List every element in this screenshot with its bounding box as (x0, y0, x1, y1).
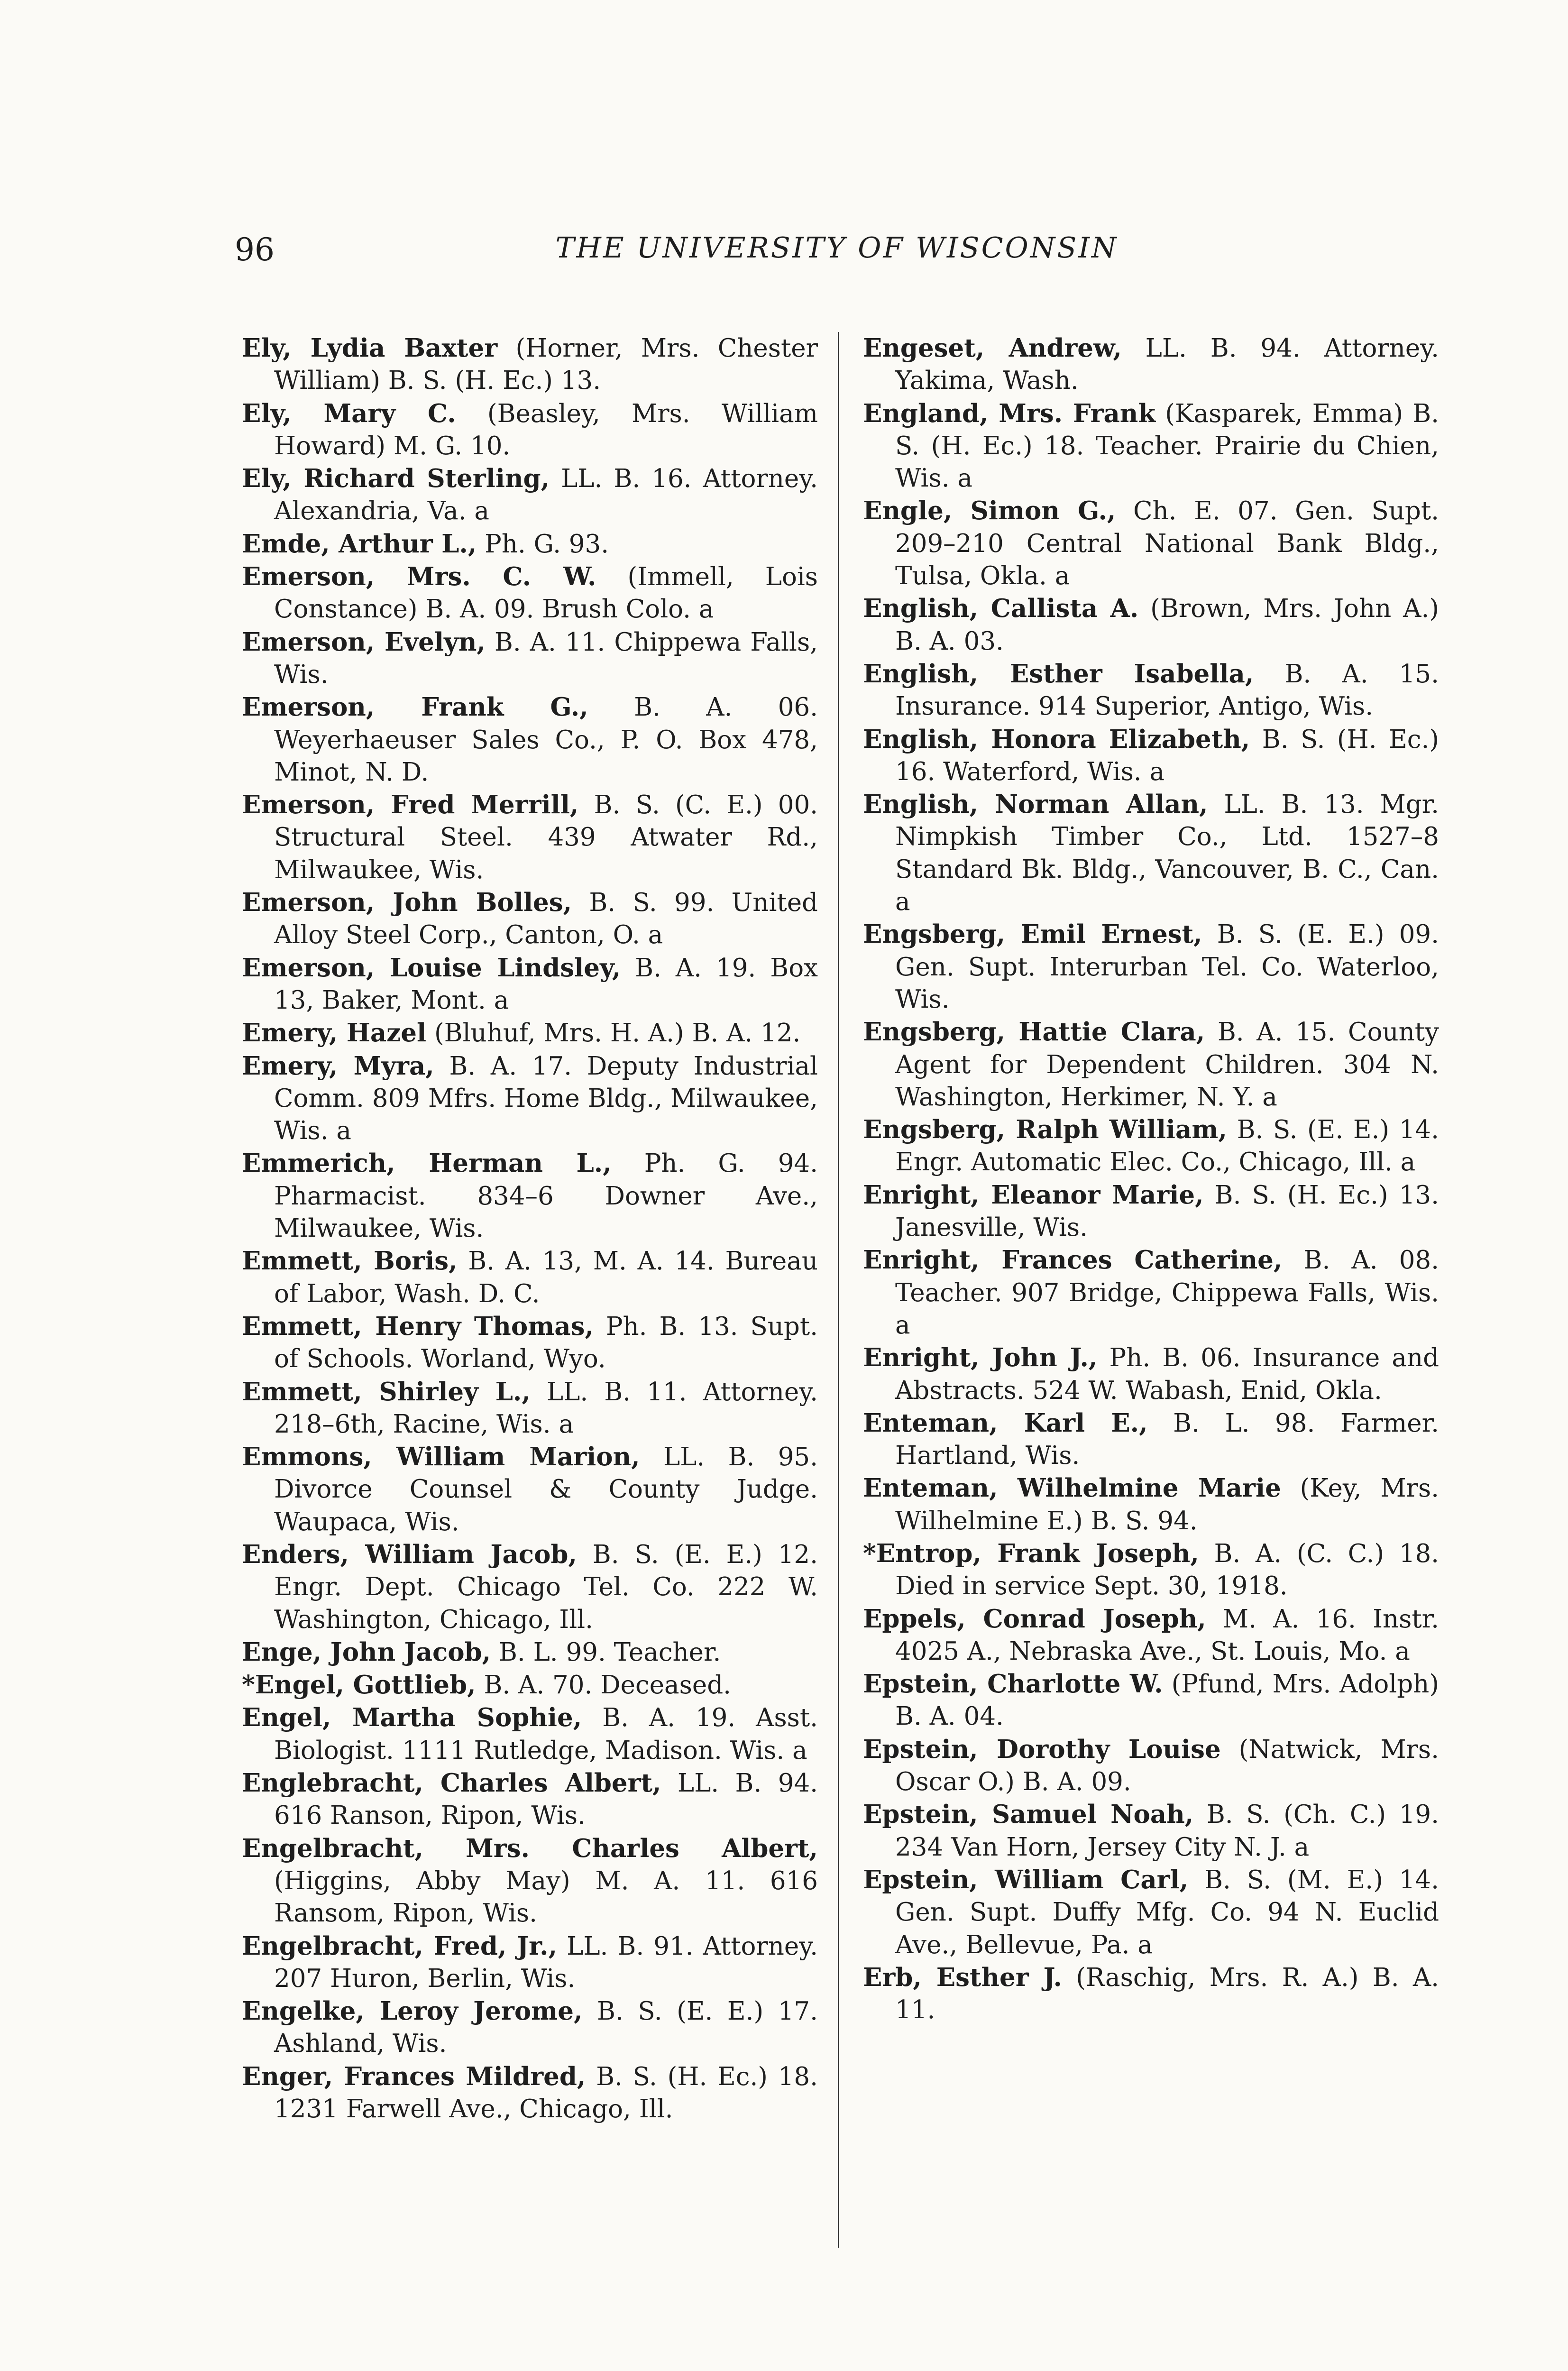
directory-entry (863, 1342, 1439, 1407)
page-number: 96 (235, 231, 275, 268)
left-column (242, 332, 818, 2125)
directory-entry (863, 918, 1439, 1016)
entry-name: Enders, William Jacob, (242, 1539, 577, 1569)
directory-entry (242, 1538, 818, 1636)
entry-name: Englebracht, Charles Albert, (242, 1768, 661, 1798)
entry-name: Emerson, Evelyn, (242, 627, 486, 657)
entry-name: Enright, Eleanor Marie, (863, 1180, 1204, 1210)
entry-name: English, Honora Elizabeth, (863, 724, 1250, 754)
entry-details: B. S. (M. E.) 14. Gen. Supt. Duffy Mfg. Co. 94 N. Euclid Ave., Bellevue, Pa. a (895, 1865, 1439, 1959)
entry-details: B. A. (C. C.) 18. Died in service Sept. 30, 1918. (895, 1539, 1440, 1601)
entry-name: Emerson, John Bolles, (242, 888, 572, 918)
entry-name: Epstein, William Carl, (863, 1865, 1189, 1894)
entry-name: Emmerich, Herman L., (242, 1149, 612, 1178)
directory-entry (242, 1669, 818, 1701)
entry-details: Ph. G. 94. Pharmacist. 834–6 Downer Ave., Milwaukee, Wis. (274, 1149, 818, 1243)
entry-name: Emerson, Fred Merrill, (242, 790, 579, 820)
entry-details: LL. B. 91. Attorney. 207 Huron, Berlin, Wis. (274, 1931, 818, 1993)
directory-entry (242, 1050, 818, 1148)
directory-entry (863, 1016, 1439, 1113)
entry-details: (Kasparek, Emma) B. S. (H. Ec.) 18. Teacher. Prairie du Chien, Wis. a (895, 399, 1440, 493)
entry-details: (Natwick, Mrs. Oscar O.) B. A. 09. (895, 1735, 1439, 1797)
entry-details: (Key, Mrs. Wilhelmine E.) B. S. 94. (895, 1474, 1439, 1535)
entry-details: (Horner, Mrs. Chester William) B. S. (H. Ec.) 13. (274, 334, 818, 395)
entry-details: B. A. 15. County Agent for Dependent Children. 304 N. Washington, Herkimer, N. Y. a (895, 1018, 1439, 1112)
entry-name: Engle, Simon G., (863, 496, 1116, 526)
page-header (235, 231, 1439, 293)
entry-name: Emerson, Frank G., (242, 692, 588, 722)
entry-name: Enteman, Wilhelmine Marie (863, 1473, 1281, 1503)
entry-name: Eppels, Conrad Joseph, (863, 1604, 1206, 1634)
directory-entry (863, 332, 1439, 397)
directory-entry (242, 1245, 818, 1310)
entry-details: (Bluhuf, Mrs. H. A.) B. A. 12. (434, 1019, 801, 1048)
directory-entry (242, 952, 818, 1017)
directory-entry (863, 1603, 1439, 1668)
entry-details: Ph. B. 06. Insurance and Abstracts. 524 W. Wabash, Enid, Okla. (895, 1343, 1440, 1405)
entry-details: LL. B. 94. 616 Ranson, Ripon, Wis. (274, 1769, 818, 1830)
entry-name: Erb, Esther J. (863, 1962, 1062, 1992)
entry-details: (Immell, Lois Constance) B. A. 09. Brush Colo. a (274, 562, 818, 624)
running-title: THE UNIVERSITY OF WISCONSIN (555, 231, 1119, 265)
entry-details: (Pfund, Mrs. Adolph) B. A. 04. (895, 1670, 1439, 1731)
entry-name: Engsberg, Hattie Clara, (863, 1017, 1205, 1047)
entry-name: Emde, Arthur L., (242, 529, 477, 559)
entry-details: LL. B. 16. Attorney. Alexandria, Va. a (274, 464, 818, 526)
directory-entry (242, 691, 818, 789)
directory-entry (863, 1407, 1439, 1472)
entry-name: Enge, John Jacob, (242, 1637, 491, 1667)
entry-details: B. L. 99. Teacher. (498, 1637, 721, 1667)
entry-details: B. S. (Ch. C.) 19. 234 Van Horn, Jersey City N. J. a (895, 1800, 1439, 1862)
directory-entry (863, 397, 1439, 495)
entry-name: *Entrop, Frank Joseph, (863, 1538, 1199, 1568)
entry-name: Engsberg, Ralph William, (863, 1115, 1227, 1145)
entry-details: LL. B. 95. Divorce Counsel & County Judge. Waupaca, Wis. (274, 1443, 818, 1536)
entry-name: Enright, Frances Catherine, (863, 1245, 1283, 1275)
entry-name: Emerson, Louise Lindsley, (242, 953, 621, 983)
directory-entry (863, 1113, 1439, 1179)
entry-name: Ely, Mary C. (242, 398, 456, 428)
entry-name: Emmons, William Marion, (242, 1442, 640, 1472)
entry-name: Enteman, Karl E., (863, 1408, 1148, 1438)
directory-entry (863, 1864, 1439, 1961)
directory-entry (242, 1701, 818, 1767)
entry-details: M. A. 16. Instr. 4025 A., Nebraska Ave., St. Louis, Mo. a (895, 1604, 1439, 1666)
entry-details: (Higgins, Abby May) M. A. 11. 616 Ransom, Ripon, Wis. (274, 1866, 818, 1928)
directory-entry (242, 1441, 818, 1538)
entry-details: Ph. G. 93. (485, 529, 609, 559)
directory-entry (863, 723, 1439, 789)
directory-entry (242, 1017, 818, 1049)
entry-details: B. S. (E. E.) 17. Ashland, Wis. (274, 1997, 818, 2059)
entry-details: LL. B. 13. Mgr. Nimpkish Timber Co., Ltd. 1527–8 Standard Bk. Bldg., Vancouver, B. C., Can. a (895, 790, 1439, 917)
entry-name: Ely, Lydia Baxter (242, 333, 498, 363)
directory-entry (863, 1798, 1439, 1864)
directory-entry (863, 1733, 1439, 1799)
directory-entry (242, 1995, 818, 2060)
entry-name: Engel, Martha Sophie, (242, 1703, 582, 1733)
directory-entry (863, 495, 1439, 592)
directory-entry (242, 1930, 818, 1995)
entry-name: Emery, Hazel (242, 1018, 427, 1048)
column-divider (838, 332, 839, 2248)
entry-name: English, Norman Allan, (863, 790, 1208, 819)
directory-entry (242, 1832, 818, 1930)
directory-entry (863, 1179, 1439, 1244)
entry-name: Emerson, Mrs. C. W. (242, 562, 596, 592)
entry-details: Ph. B. 13. Supt. of Schools. Worland, Wyo. (274, 1312, 818, 1374)
entry-details: B. S. (E. E.) 09. Gen. Supt. Interurban Tel. Co. Waterloo, Wis. (895, 920, 1439, 1014)
entry-details: B. S. (H. Ec.) 18. 1231 Farwell Ave., Chicago, Ill. (274, 2062, 818, 2124)
directory-entry (242, 886, 818, 952)
entry-name: Emery, Myra, (242, 1051, 434, 1081)
directory-entry (242, 332, 818, 397)
directory-entry (242, 528, 818, 561)
entry-name: *Engel, Gottlieb, (242, 1670, 476, 1700)
entry-name: Engeset, Andrew, (863, 333, 1122, 363)
entry-name: Engsberg, Emil Ernest, (863, 919, 1202, 949)
directory-entry (242, 1767, 818, 1832)
entry-name: Epstein, Samuel Noah, (863, 1800, 1194, 1829)
entry-details: LL. B. 11. Attorney. 218–6th, Racine, Wis. a (274, 1377, 818, 1439)
entry-details: B. A. 19. Asst. Biologist. 1111 Rutledge, Madison. Wis. a (274, 1703, 818, 1765)
directory-entry (242, 2060, 818, 2126)
directory-entry (242, 561, 818, 626)
directory-entry (863, 592, 1439, 658)
entry-name: England, Mrs. Frank (863, 398, 1156, 428)
directory-entry (863, 1668, 1439, 1733)
entry-name: Emmett, Shirley L., (242, 1377, 531, 1406)
entry-name: Ely, Richard Sterling, (242, 464, 550, 494)
entry-details: B. S. (E. E.) 12. Engr. Dept. Chicago Tel. Co. 222 W. Washington, Chicago, Ill. (274, 1540, 818, 1634)
entry-details: B. A. 06. Weyerhaeuser Sales Co., P. O. Box 478, Minot, N. D. (274, 693, 818, 787)
entry-name: English, Callista A. (863, 594, 1139, 624)
entry-details: B. S. (C. E.) 00. Structural Steel. 439 Atwater Rd., Milwaukee, Wis. (274, 790, 818, 884)
directory-entry (863, 1537, 1439, 1603)
entry-name: Engelbracht, Fred, Jr., (242, 1931, 558, 1961)
entry-details: B. A. 15. Insurance. 914 Superior, Antigo, Wis. (895, 659, 1439, 721)
entry-name: Engelbracht, Mrs. Charles Albert, (242, 1833, 818, 1863)
entry-details: (Raschig, Mrs. R. A.) B. A. 11. (895, 1963, 1439, 2025)
entry-details: (Beasley, Mrs. William Howard) M. G. 10. (274, 399, 818, 460)
directory-entry (242, 626, 818, 691)
entry-details: B. S. (E. E.) 14. Engr. Automatic Elec. Co., Chicago, Ill. a (895, 1115, 1439, 1177)
entry-details: Ch. E. 07. Gen. Supt. 209–210 Central National Bank Bldg., Tulsa, Okla. a (895, 496, 1439, 591)
directory-entry (863, 1472, 1439, 1537)
entry-name: Emmett, Boris, (242, 1246, 458, 1276)
entry-details: B. A. 17. Deputy Industrial Comm. 809 Mfrs. Home Bldg., Milwaukee, Wis. a (274, 1051, 818, 1146)
entry-name: English, Esther Isabella, (863, 659, 1254, 689)
entry-name: Epstein, Charlotte W. (863, 1669, 1163, 1699)
directory-entry (863, 1244, 1439, 1342)
directory-entry (242, 1310, 818, 1376)
right-column (863, 332, 1439, 2026)
directory-entry (242, 1147, 818, 1245)
entry-details: (Brown, Mrs. John A.) B. A. 03. (895, 594, 1439, 656)
entry-name: Epstein, Dorothy Louise (863, 1734, 1221, 1764)
entry-details: B. S. (H. Ec.) 16. Waterford, Wis. a (895, 725, 1439, 786)
directory-entry (863, 788, 1439, 918)
entry-details: B. L. 98. Farmer. Hartland, Wis. (895, 1408, 1439, 1470)
directory-entry (242, 1376, 818, 1441)
entry-details: B. S. (H. Ec.) 13. Janesville, Wis. (895, 1180, 1439, 1242)
entry-details: B. A. 08. Teacher. 907 Bridge, Chippewa Falls, Wis. a (895, 1246, 1440, 1340)
entry-details: B. A. 13, M. A. 14. Bureau of Labor, Wash. D. C. (274, 1247, 818, 1308)
entry-details: B. A. 11. Chippewa Falls, Wis. (274, 627, 818, 689)
entry-name: Engelke, Leroy Jerome, (242, 1996, 583, 2026)
entry-details: B. A. 19. Box 13, Baker, Mont. a (274, 953, 818, 1015)
entry-details: B. S. 99. United Alloy Steel Corp., Canton, O. a (274, 888, 818, 950)
directory-entry (863, 658, 1439, 723)
directory-entry (242, 1636, 818, 1669)
entry-name: Enger, Frances Mildred, (242, 2061, 586, 2091)
entry-name: Emmett, Henry Thomas, (242, 1311, 594, 1341)
entry-details: B. A. 70. Deceased. (484, 1671, 731, 1700)
directory-entry (242, 397, 818, 463)
directory-entry (242, 789, 818, 886)
directory-columns (242, 332, 1449, 2276)
directory-entry (863, 1961, 1439, 2027)
directory-entry (242, 462, 818, 528)
entry-details: LL. B. 94. Attorney. Yakima, Wash. (895, 334, 1439, 395)
entry-name: Enright, John J., (863, 1343, 1098, 1373)
